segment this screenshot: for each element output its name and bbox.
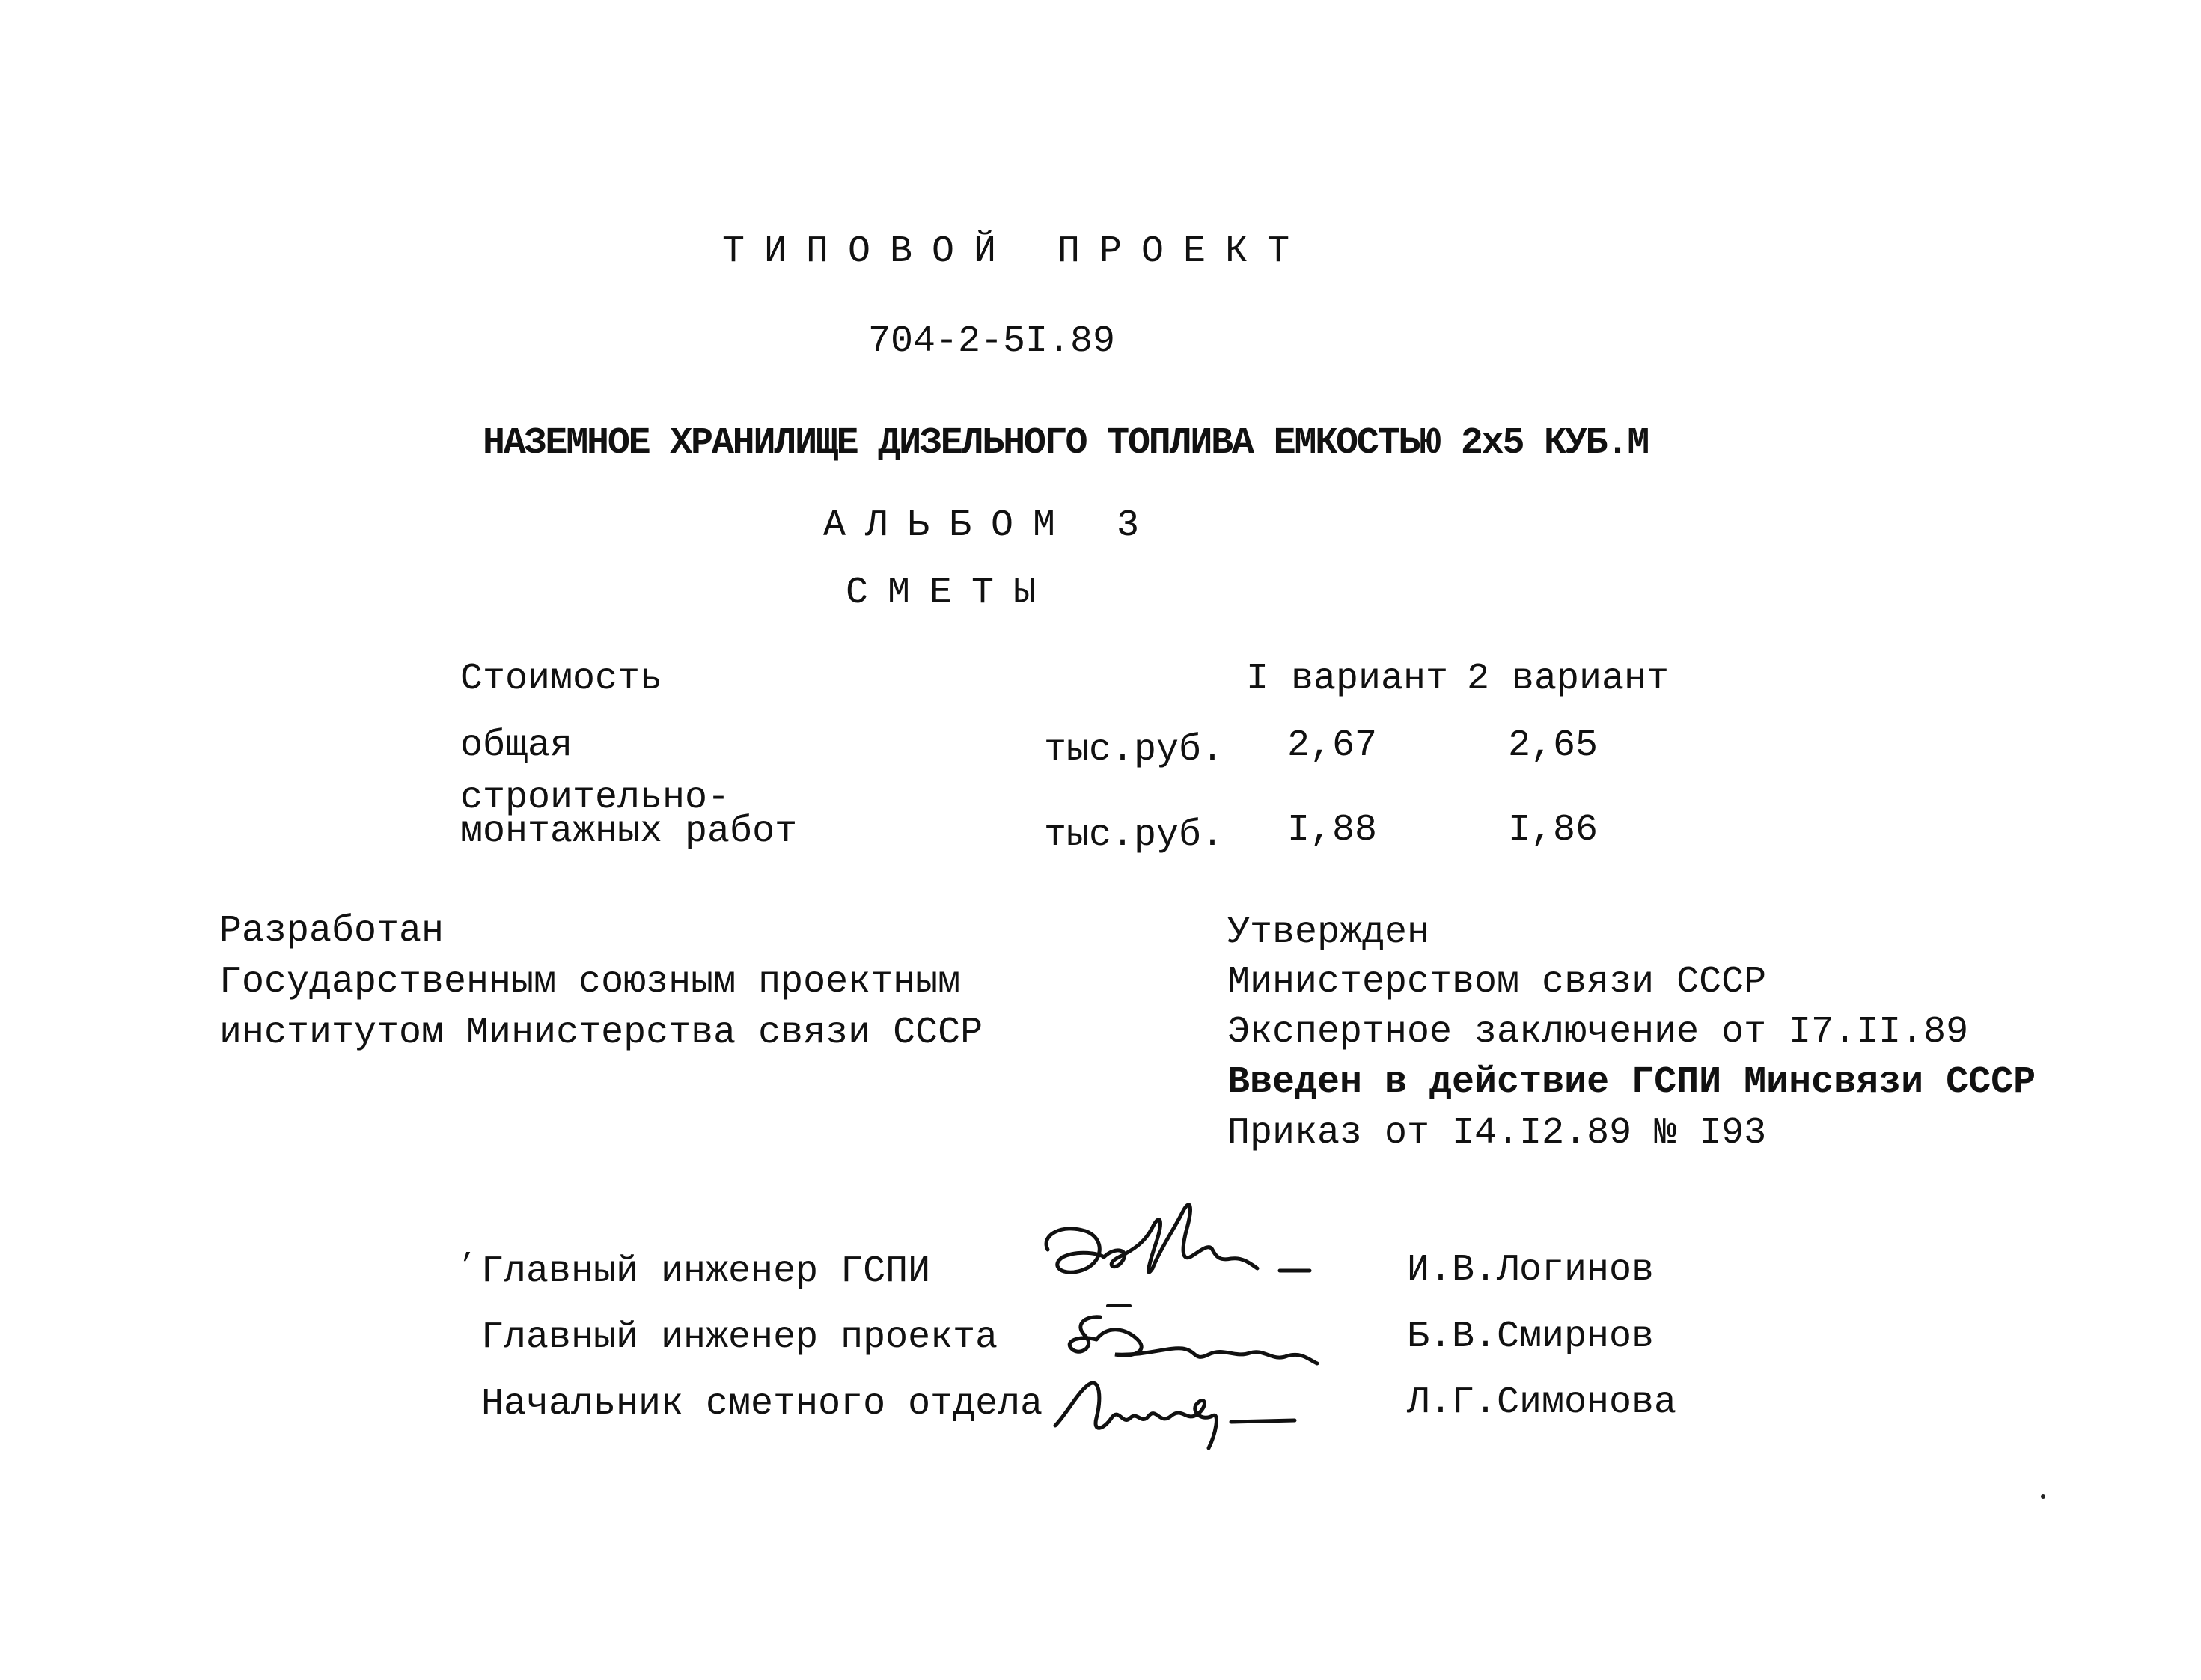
cost-header-label: Стоимость bbox=[460, 658, 663, 700]
album-number: АЛЬБОМ 3 bbox=[823, 504, 1159, 547]
signatory-position: Главный инженер проекта bbox=[481, 1316, 998, 1359]
cost-row-value-variant-1: 2,67 bbox=[1287, 724, 1378, 767]
developed-by-line: институтом Министерства связи СССР bbox=[219, 1012, 983, 1054]
cost-row-label: общая bbox=[460, 724, 573, 767]
approved-by-line: Приказ от I4.I2.89 № I93 bbox=[1227, 1112, 1767, 1155]
signatory-name: Б.В.Смирнов bbox=[1407, 1316, 1655, 1358]
cost-row-label-line-2: монтажных работ bbox=[460, 810, 798, 853]
project-title: НАЗЕМНОЕ ХРАНИЛИЩЕ ДИЗЕЛЬНОГО ТОПЛИВА ЕМКОСТЬЮ 2х5 КУБ.М bbox=[483, 422, 1649, 465]
approved-by-line: Министерством связи СССР bbox=[1227, 961, 1767, 1004]
cost-column-variant-1: I вариант bbox=[1246, 658, 1449, 700]
signatory-position: Главный инженер ГСПИ bbox=[481, 1250, 931, 1293]
signature-loginov bbox=[1033, 1197, 1332, 1302]
approved-by-line: Введен в действие ГСПИ Минсвязи СССР bbox=[1227, 1061, 2036, 1104]
developed-by-title: Разработан bbox=[219, 910, 445, 953]
project-number: 704-2-5I.89 bbox=[868, 320, 1116, 363]
signatory-name: И.В.Логинов bbox=[1407, 1249, 1655, 1292]
signatory-name: Л.Г.Симонова bbox=[1407, 1381, 1677, 1424]
album-subject: СМЕТЫ bbox=[846, 572, 1056, 614]
cost-row-value-variant-2: 2,65 bbox=[1508, 724, 1599, 767]
scan-speck bbox=[2041, 1494, 2045, 1499]
approved-by-title: Утвержден bbox=[1227, 911, 1430, 954]
cost-row-value-variant-2: I,86 bbox=[1508, 809, 1599, 852]
cost-row-label-line-1: строительно- bbox=[460, 777, 730, 819]
cost-row-value-variant-1: I,88 bbox=[1287, 809, 1378, 852]
signatory-position: Начальник сметного отдела bbox=[481, 1383, 1043, 1426]
developed-by-line: Государственным союзным проектным bbox=[219, 961, 961, 1004]
cost-column-variant-2: 2 вариант bbox=[1467, 658, 1670, 700]
cost-row-unit: тыс.руб. bbox=[1044, 729, 1224, 772]
signature-simonova bbox=[1048, 1362, 1317, 1452]
cost-row-unit: тыс.руб. bbox=[1044, 814, 1224, 857]
approved-by-line: Экспертное заключение от I7.II.89 bbox=[1227, 1011, 1969, 1054]
page-mark: ’ bbox=[458, 1250, 477, 1283]
document-type-title: ТИПОВОЙ ПРОЕКТ bbox=[722, 230, 1310, 273]
